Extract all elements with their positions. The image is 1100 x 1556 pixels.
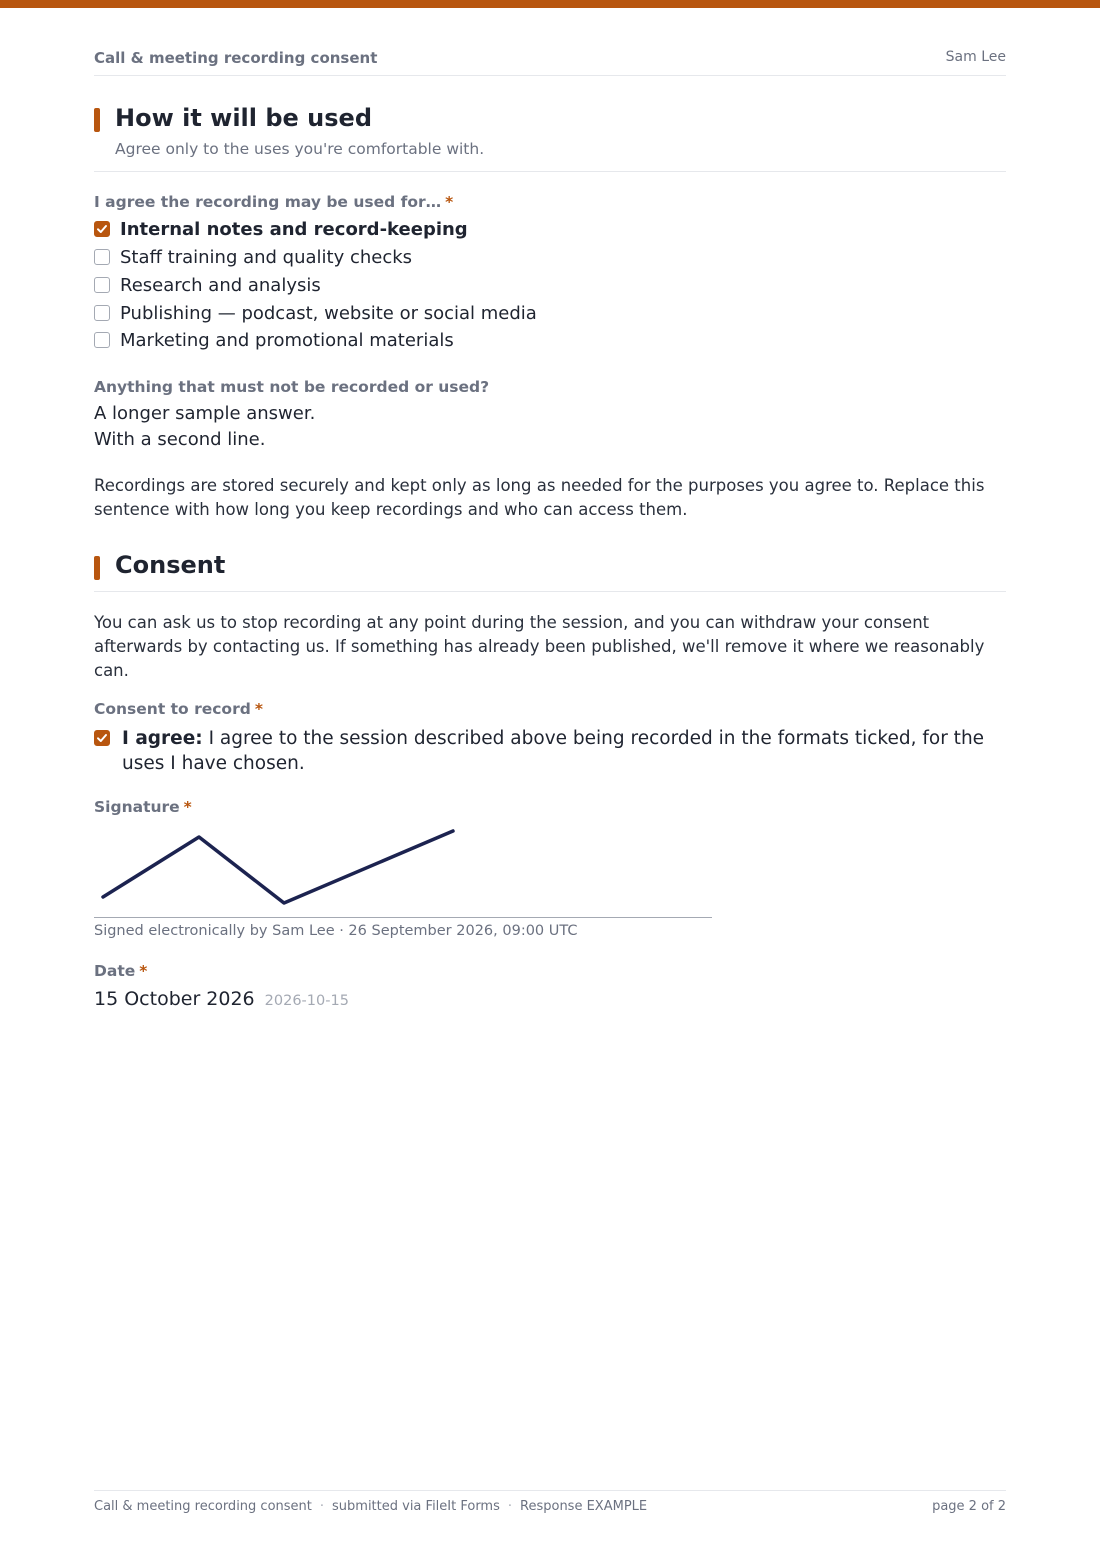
use-option-label: Research and analysis [120, 274, 321, 296]
use-checkbox-4[interactable] [94, 332, 110, 348]
consent-lead: I agree: [122, 728, 203, 749]
consent-field-label [94, 700, 263, 718]
withdraw-note: You can ask us to stop recording at any point during the session, and you can withdraw your consent afterwards by contacting us. If something has already been published, we'll remove it where we reasonably can. [94, 613, 985, 680]
use-checkbox-0[interactable] [94, 221, 110, 237]
top-accent-bar [0, 0, 1100, 8]
footer-submitted: submitted via FileIt Forms [332, 1499, 500, 1514]
required-asterisk: * [139, 962, 148, 980]
date-value [94, 988, 349, 1010]
respondent-name: Sam Lee [945, 49, 1006, 65]
date-iso: 2026-10-15 [264, 993, 349, 1009]
page-header [94, 48, 1006, 76]
signature-drawing [94, 822, 712, 918]
signature-label-text: Signature [94, 798, 180, 816]
section-header-consent [94, 551, 1006, 592]
consent-text: I agree to the session described above being recorded in the formats ticked, for the uses I have chosen. [122, 728, 985, 774]
footer-meta [94, 1499, 647, 1514]
page-footer [94, 1490, 1006, 1520]
consent-label-text: Consent to record [94, 700, 251, 718]
use-option-marketing[interactable] [94, 328, 454, 352]
section-title-consent: Consent [115, 551, 226, 579]
section-title-usage: How it will be used [115, 104, 373, 132]
section-accent-marker [94, 556, 100, 580]
use-checkbox-2[interactable] [94, 277, 110, 293]
required-asterisk: * [254, 700, 263, 718]
section-accent-marker [94, 108, 100, 132]
checkmark-icon [96, 732, 108, 744]
restrictions-answer-line: A longer sample answer. [94, 403, 316, 424]
uses-field-label [94, 193, 453, 211]
storage-note: Recordings are stored securely and kept only as long as needed for the purposes you agree to. Replace this sentence with how long you keep recordings and who can access them. [94, 476, 985, 519]
section-header-usage [94, 104, 1006, 172]
consent-checkbox[interactable] [94, 730, 110, 746]
footer-form-name: Call & meeting recording consent [94, 1499, 312, 1514]
required-asterisk: * [445, 193, 454, 211]
use-checkbox-3[interactable] [94, 305, 110, 321]
restrictions-answer [94, 401, 315, 453]
date-field-label [94, 962, 147, 980]
use-option-internal-notes[interactable] [94, 217, 468, 241]
use-option-research[interactable] [94, 273, 321, 297]
section-subtitle-usage: Agree only to the uses you're comfortable with. [115, 140, 485, 158]
date-display: 15 October 2026 [94, 988, 255, 1010]
footer-separator: · [319, 1499, 325, 1514]
use-option-label: Internal notes and record-keeping [120, 218, 468, 240]
signature-stroke [103, 831, 453, 903]
use-option-staff-training[interactable] [94, 245, 412, 269]
signature-caption: Signed electronically by Sam Lee · 26 September 2026, 09:00 UTC [94, 923, 578, 939]
date-label-text: Date [94, 962, 136, 980]
footer-response: Response EXAMPLE [520, 1499, 648, 1514]
use-option-label: Publishing — podcast, website or social media [120, 302, 537, 324]
checkmark-icon [96, 223, 108, 235]
uses-label-text: I agree the recording may be used for… [94, 193, 442, 211]
form-title: Call & meeting recording consent [94, 49, 378, 67]
use-option-publishing[interactable] [94, 301, 537, 325]
signature-pad[interactable] [94, 822, 712, 918]
consent-statement [122, 726, 1006, 776]
footer-separator: · [507, 1499, 513, 1514]
page-number: page 2 of 2 [932, 1499, 1006, 1514]
restrictions-answer-line: With a second line. [94, 429, 266, 450]
use-option-label: Marketing and promotional materials [120, 329, 454, 351]
use-option-label: Staff training and quality checks [120, 246, 413, 268]
signature-field-label [94, 798, 192, 816]
required-asterisk: * [183, 798, 192, 816]
restrictions-field-label: Anything that must not be recorded or used? [94, 378, 490, 396]
use-checkbox-1[interactable] [94, 249, 110, 265]
